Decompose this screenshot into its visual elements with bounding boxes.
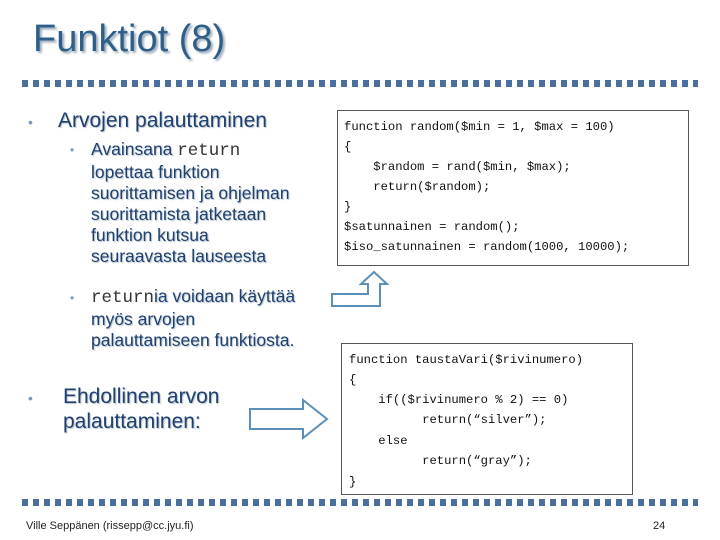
bullet-marker: •: [28, 114, 33, 130]
code-line: {: [344, 140, 352, 154]
bent-up-arrow-icon: [330, 270, 390, 310]
code-keyword-return: return: [177, 141, 241, 161]
bullet-marker: •: [28, 390, 33, 406]
bullet-return-values: Arvojen palauttaminen: [58, 109, 267, 132]
text-line: myös arvojen: [91, 309, 196, 329]
text-line: lopettaa funktion: [91, 162, 220, 182]
code-line: if(($rivinumero % 2) == 0): [349, 393, 569, 407]
text-line: suorittamisen ja ohjelman: [91, 183, 290, 203]
text-line: funktion kutsua: [91, 225, 209, 245]
footer-author: Ville Seppänen (rissepp@cc.jyu.fi): [26, 520, 194, 532]
code-keyword-return: return: [91, 288, 155, 308]
bottom-divider: [22, 499, 698, 506]
code-line: function random($min = 1, $max = 100): [344, 120, 615, 134]
bullet-marker: •: [70, 143, 75, 157]
sub-bullet-keyword-return: [91, 139, 331, 267]
text-line: palauttamiseen funktiosta.: [91, 330, 295, 350]
keyword-text: Avainsana: [91, 139, 178, 159]
code-line: $satunnainen = random();: [344, 220, 520, 234]
slide-title: Funktiot (8): [33, 18, 226, 60]
code-line: }: [344, 200, 352, 214]
bullet-conditional-return: [63, 384, 219, 434]
code-line: return($random);: [344, 180, 491, 194]
code-box-taustavari: [341, 343, 633, 495]
right-arrow-icon: [248, 398, 330, 440]
code-line: $iso_satunnainen = random(1000, 10000);: [344, 240, 630, 254]
code-line: {: [349, 373, 357, 387]
text-line: seuraavasta lauseesta: [91, 246, 267, 266]
code-line: function taustaVari($rivinumero): [349, 353, 584, 367]
text-line: ia voidaan käyttää: [154, 286, 296, 306]
top-divider: [22, 80, 698, 87]
sub-bullet-return-values: [91, 286, 341, 351]
page-number: 24: [653, 520, 666, 532]
text-line: suorittamista jatketaan: [91, 204, 267, 224]
code-box-random: [337, 110, 689, 266]
text-line: Ehdollinen arvon: [63, 385, 220, 408]
text-line: palauttaminen:: [63, 410, 201, 433]
code-line: return(“gray”);: [349, 454, 532, 468]
code-line: return(“silver”);: [349, 413, 547, 427]
bullet-marker: •: [70, 291, 75, 305]
code-line: }: [349, 475, 357, 489]
code-line: else: [349, 434, 408, 448]
code-line: $random = rand($min, $max);: [344, 160, 571, 174]
